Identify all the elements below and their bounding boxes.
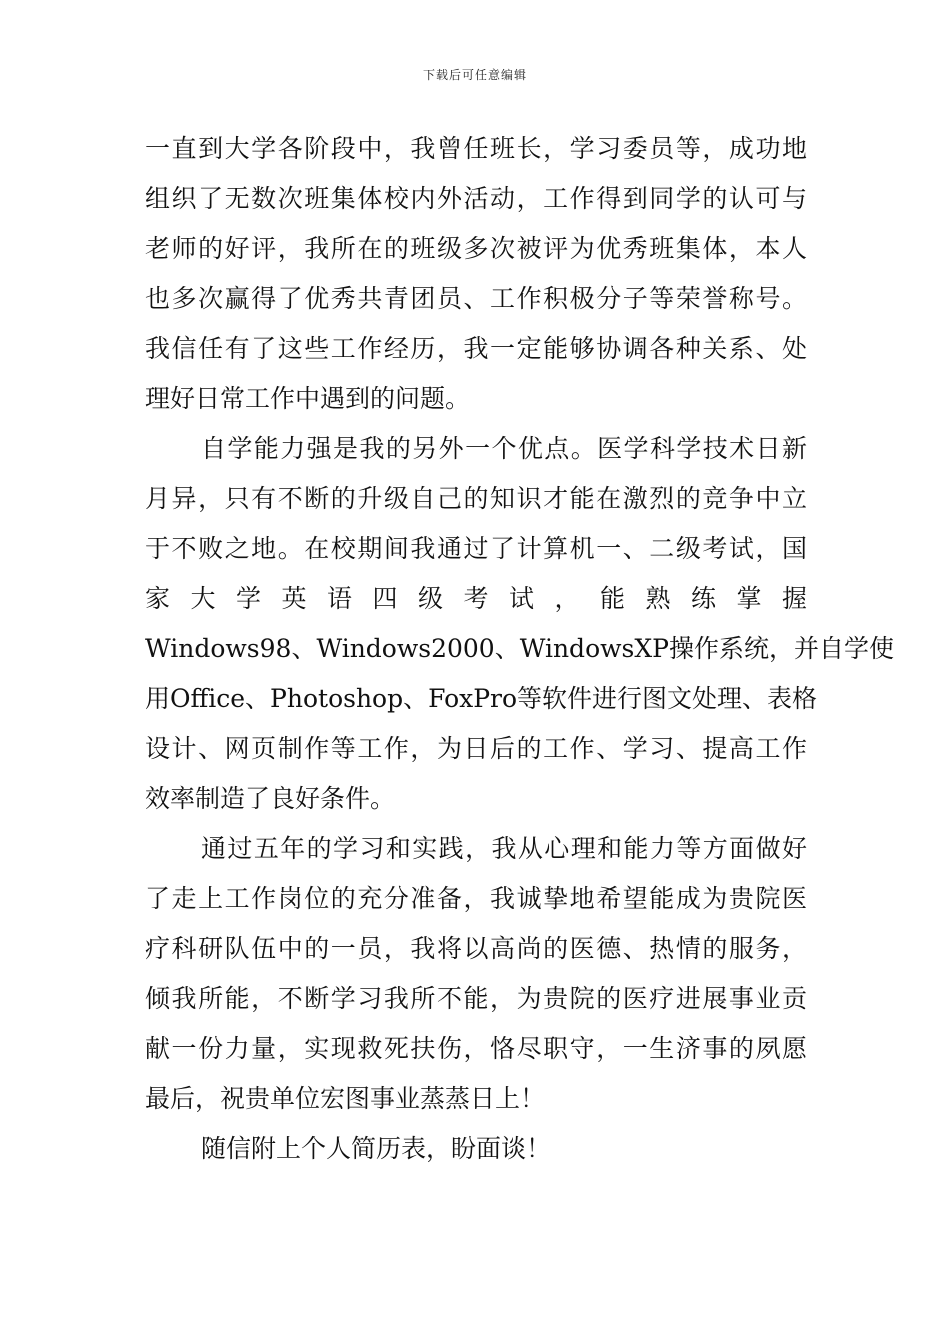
text-line: 献一份力量，实现救死扶伤，恪尽职守，一生济事的夙愿 bbox=[145, 1034, 807, 1063]
text-line: 于不败之地。在校期间我通过了计算机一、二级考试，国 bbox=[145, 534, 807, 563]
text-line: 效率制造了良好条件。 bbox=[145, 784, 396, 813]
text-line: Windows98、Windows2000、WindowsXP操作系统，并自学使 bbox=[145, 634, 894, 663]
text-line: 了走上工作岗位的充分准备，我诚挚地希望能成为贵院医 bbox=[145, 884, 807, 913]
text-line: 也多次赢得了优秀共青团员、工作积极分子等荣誉称号。 bbox=[145, 284, 807, 313]
closing-line: 随信附上个人简历表，盼面谈！ bbox=[201, 1134, 552, 1163]
paragraph-start-line: 通过五年的学习和实践，我从心理和能力等方面做好 bbox=[201, 834, 807, 863]
text-line: 倾我所能，不断学习我所不能，为贵院的医疗进展事业贡 bbox=[145, 984, 807, 1013]
text-line: 疗科研队伍中的一员，我将以高尚的医德、热情的服务， bbox=[145, 934, 807, 963]
text-line: 用Office、Photoshop、FoxPro等软件进行图文处理、表格 bbox=[145, 684, 818, 713]
text-line: 最后，祝贵单位宏图事业蒸蒸日上！ bbox=[145, 1084, 546, 1113]
paragraph-start-line: 自学能力强是我的另外一个优点。医学科学技术日新 bbox=[201, 434, 807, 463]
letter-body bbox=[145, 124, 894, 1174]
text-line: 设计、网页制作等工作，为日后的工作、学习、提高工作 bbox=[145, 734, 807, 763]
text-line: 组织了无数次班集体校内外活动，工作得到同学的认可与 bbox=[145, 184, 807, 213]
text-line: 理好日常工作中遇到的问题。 bbox=[145, 384, 471, 413]
text-line: 月异，只有不断的升级自己的知识才能在激烈的竞争中立 bbox=[145, 484, 807, 513]
text-line: 一直到大学各阶段中，我曾任班长，学习委员等，成功地 bbox=[145, 134, 807, 163]
text-line: 老师的好评，我所在的班级多次被评为优秀班集体，本人 bbox=[145, 234, 807, 263]
page-header-note: 下载后可任意编辑 bbox=[422, 68, 527, 82]
text-line: 家 大 学 英 语 四 级 考 试 ， 能 熟 练 掌 握 bbox=[145, 584, 807, 613]
text-line: 我信任有了这些工作经历，我一定能够协调各种关系、处 bbox=[145, 334, 807, 363]
